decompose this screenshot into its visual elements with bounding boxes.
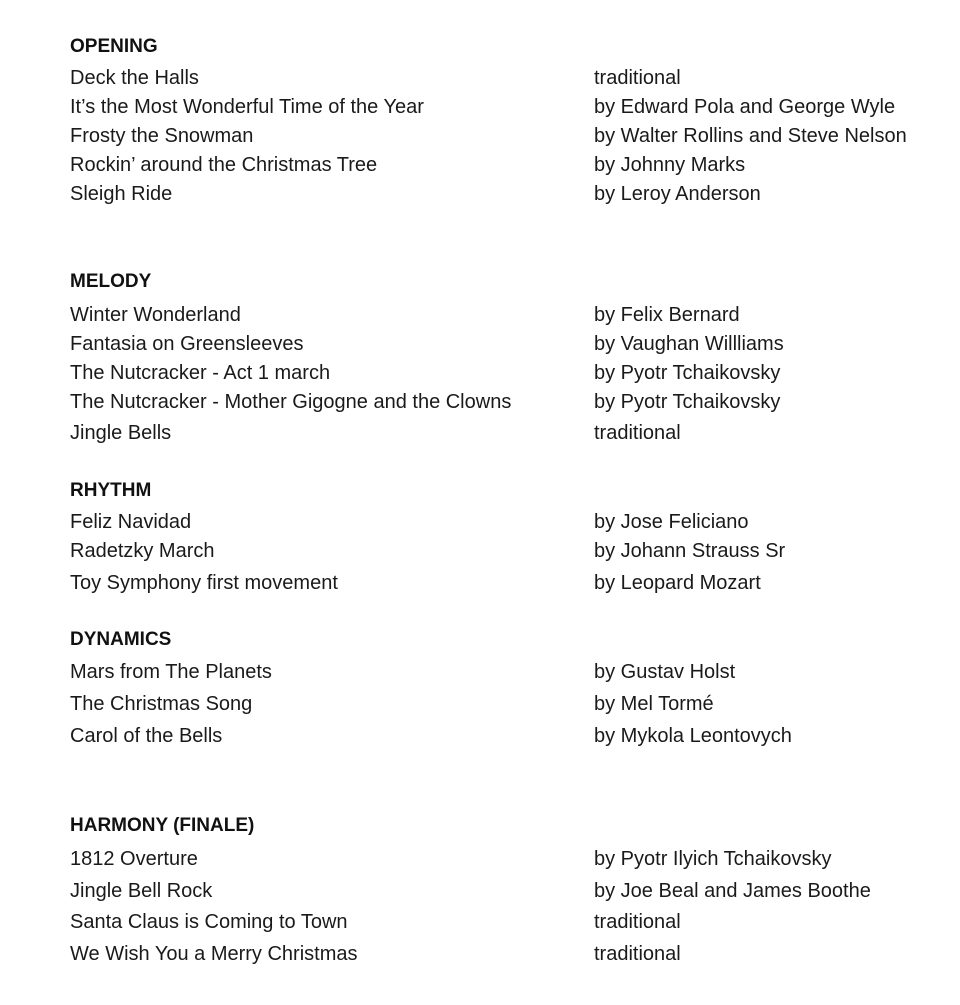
piece-title: Sleigh Ride xyxy=(70,183,173,205)
piece-title: 1812 Overture xyxy=(70,848,198,870)
piece-title: Radetzky March xyxy=(70,540,215,562)
piece-composer: by Pyotr Ilyich Tchaikovsky xyxy=(594,848,832,870)
piece-row xyxy=(70,152,950,178)
piece-composer: by Johnny Marks xyxy=(594,154,746,176)
piece-composer: by Mykola Leontovych xyxy=(594,725,792,747)
section-heading: MELODY xyxy=(70,271,152,292)
piece-row xyxy=(70,360,950,386)
piece-composer: by Jose Feliciano xyxy=(594,511,749,533)
piece-row xyxy=(70,878,950,904)
piece-title: Deck the Halls xyxy=(70,67,199,89)
piece-composer: traditional xyxy=(594,943,681,965)
piece-row xyxy=(70,909,950,935)
piece-composer: by Joe Beal and James Boothe xyxy=(594,880,871,902)
section-dynamics xyxy=(70,629,950,747)
piece-composer: by Felix Bernard xyxy=(594,304,740,326)
piece-row xyxy=(70,509,950,535)
piece-composer: by Pyotr Tchaikovsky xyxy=(594,391,781,413)
piece-row xyxy=(70,331,950,357)
piece-composer: by Johann Strauss Sr xyxy=(594,540,786,562)
piece-row xyxy=(70,302,950,328)
piece-row xyxy=(70,94,950,120)
piece-row xyxy=(70,123,950,149)
section-heading: HARMONY (FINALE) xyxy=(70,815,255,836)
piece-title: The Nutcracker - Mother Gigogne and the Clowns xyxy=(70,391,512,413)
piece-row xyxy=(70,181,950,207)
piece-title: Frosty the Snowman xyxy=(70,125,254,147)
piece-title: Carol of the Bells xyxy=(70,725,223,747)
piece-title: Toy Symphony first movement xyxy=(70,572,338,594)
section-heading: OPENING xyxy=(70,36,158,57)
piece-composer: by Pyotr Tchaikovsky xyxy=(594,362,781,384)
piece-row xyxy=(70,659,950,685)
piece-row xyxy=(70,389,950,415)
piece-title: Santa Claus is Coming to Town xyxy=(70,911,348,933)
section-melody xyxy=(70,271,950,444)
section-harmony-finale xyxy=(70,815,950,965)
section-heading: DYNAMICS xyxy=(70,629,172,650)
piece-composer: by Vaughan Willliams xyxy=(594,333,784,355)
piece-title: Feliz Navidad xyxy=(70,511,192,533)
piece-title: Winter Wonderland xyxy=(70,304,241,326)
piece-row xyxy=(70,65,950,91)
piece-composer: traditional xyxy=(594,67,681,89)
piece-title: It’s the Most Wonderful Time of the Year xyxy=(70,96,424,118)
piece-composer: by Mel Tormé xyxy=(594,693,714,715)
piece-row xyxy=(70,941,950,967)
piece-title: Fantasia on Greensleeves xyxy=(70,333,304,355)
piece-composer: by Leopard Mozart xyxy=(594,572,761,594)
piece-composer: by Gustav Holst xyxy=(594,661,736,683)
piece-row xyxy=(70,723,950,749)
piece-row xyxy=(70,420,950,446)
piece-composer: traditional xyxy=(594,422,681,444)
piece-composer: traditional xyxy=(594,911,681,933)
piece-title: Mars from The Planets xyxy=(70,661,272,683)
piece-row xyxy=(70,691,950,717)
section-rhythm xyxy=(70,480,950,594)
piece-composer: by Leroy Anderson xyxy=(594,183,761,205)
section-opening xyxy=(70,36,950,205)
piece-title: The Nutcracker - Act 1 march xyxy=(70,362,331,384)
piece-row xyxy=(70,570,950,596)
piece-title: Jingle Bell Rock xyxy=(70,880,213,902)
section-heading: RHYTHM xyxy=(70,480,152,501)
piece-composer: by Edward Pola and George Wyle xyxy=(594,96,896,118)
piece-composer: by Walter Rollins and Steve Nelson xyxy=(594,125,907,147)
piece-title: The Christmas Song xyxy=(70,693,253,715)
piece-title: Jingle Bells xyxy=(70,422,172,444)
piece-title: Rockin’ around the Christmas Tree xyxy=(70,154,378,176)
piece-row xyxy=(70,846,950,872)
piece-row xyxy=(70,538,950,564)
piece-title: We Wish You a Merry Christmas xyxy=(70,943,358,965)
